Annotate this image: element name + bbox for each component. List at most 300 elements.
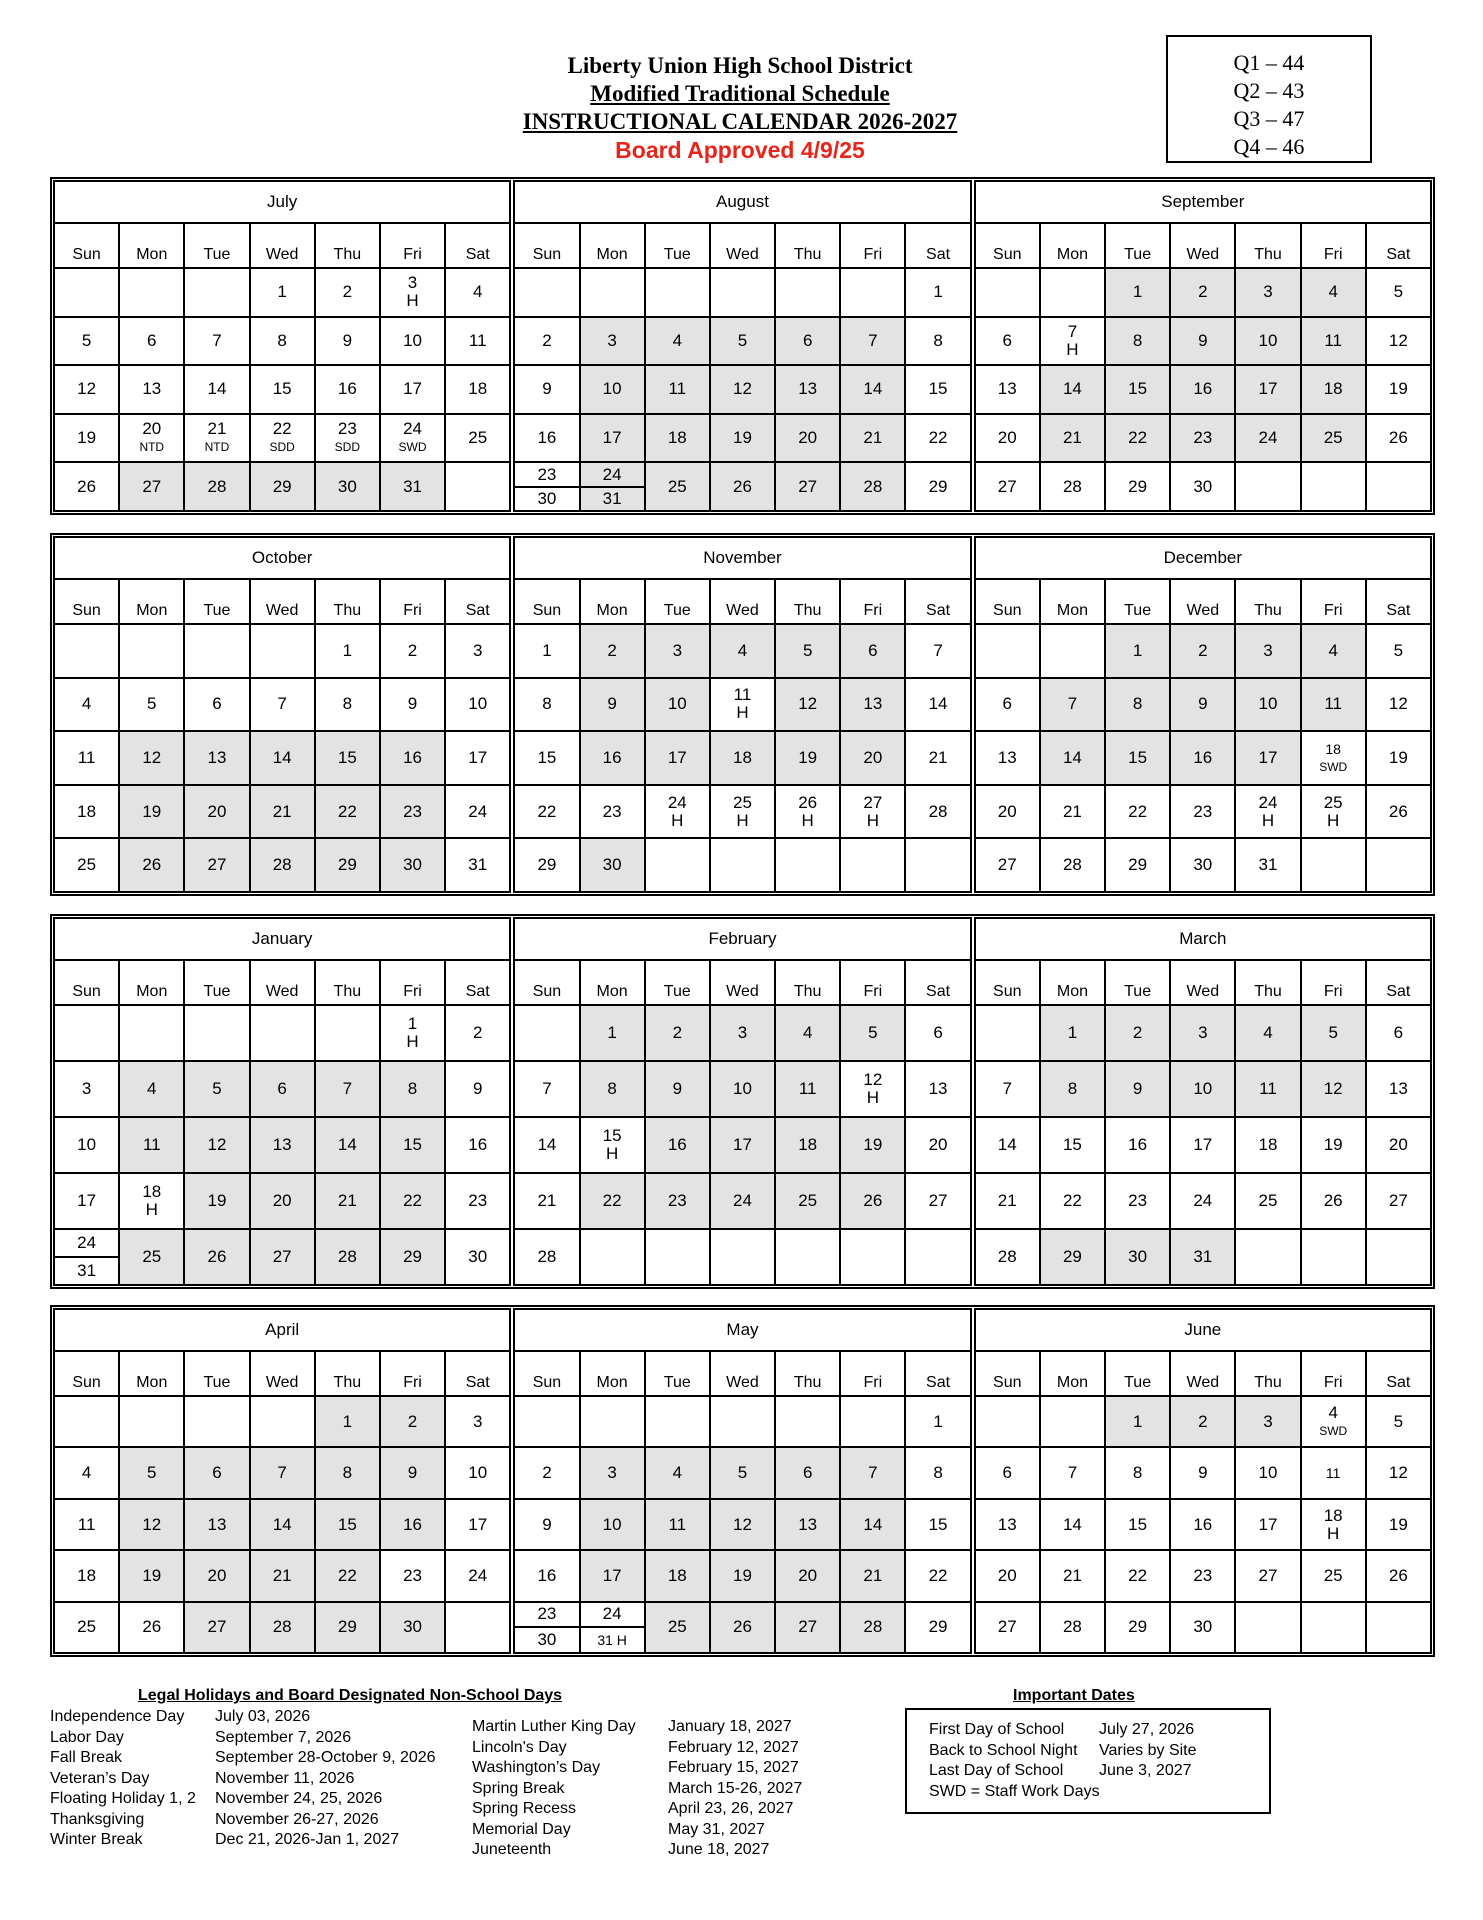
day-number: 28 <box>207 476 227 496</box>
day-number: 11 <box>733 685 752 705</box>
day-cell <box>906 1500 969 1549</box>
day-cell <box>1302 463 1367 510</box>
week-row <box>515 1118 969 1174</box>
week-row <box>55 786 509 840</box>
day-cell <box>1236 1551 1301 1600</box>
day-number: 19 <box>1323 1135 1343 1154</box>
weekday-label: Sat <box>926 246 951 263</box>
day-cell <box>906 1230 969 1284</box>
day-number: 26 <box>798 792 818 812</box>
day-number: 27 <box>1258 1565 1278 1585</box>
day-number: 11 <box>77 1514 96 1534</box>
week-row <box>976 463 1430 510</box>
weekday-label: Fri <box>841 224 906 267</box>
day-cell <box>841 1603 906 1652</box>
day-code: H <box>406 291 419 311</box>
day-cell <box>1106 1174 1171 1228</box>
day-cell <box>841 463 906 510</box>
day-number: 16 <box>1128 1135 1148 1154</box>
day-cell <box>1106 1500 1171 1549</box>
day-number: 28 <box>537 1247 557 1266</box>
day-cell <box>1041 679 1106 731</box>
day-cell <box>55 1174 120 1228</box>
day-number: 29 <box>403 1247 422 1266</box>
day-number: 1 <box>1067 1023 1078 1042</box>
day-cell <box>976 366 1041 413</box>
day-cell <box>446 1174 509 1228</box>
weekday-label: Mon <box>1041 1352 1106 1395</box>
weekday-label: Sat <box>926 983 951 1000</box>
day-cell <box>581 786 646 838</box>
day-number: 25 <box>77 855 97 875</box>
day-cell <box>251 463 316 510</box>
weekday-label: Mon <box>581 580 646 623</box>
day-cell <box>1302 415 1367 462</box>
day-number: 21 <box>863 1565 883 1585</box>
day-number: 21 <box>863 428 883 448</box>
holiday-date: February 12, 2027 <box>668 1738 799 1756</box>
day-cell <box>906 732 969 784</box>
day-number: 16 <box>468 1135 488 1154</box>
day-number: 27 <box>798 476 818 496</box>
day-number: 18 <box>1325 740 1341 757</box>
week-row <box>976 1006 1430 1062</box>
day-cell <box>776 415 841 462</box>
weekday-label: Tue <box>1106 961 1171 1004</box>
weekday-label: Sat <box>1386 246 1411 263</box>
day-number: 10 <box>1258 1463 1278 1483</box>
day-cell <box>976 269 1041 316</box>
weekday-label: Wed <box>251 961 316 1004</box>
day-number: 22 <box>1128 801 1148 821</box>
week-row <box>976 1603 1430 1652</box>
important-date-row <box>929 1720 1269 1741</box>
day-cell <box>776 679 841 731</box>
holiday-name: Martin Luther King Day <box>472 1718 636 1735</box>
day-number: 30 <box>337 476 357 496</box>
day-number: 29 <box>1128 855 1148 875</box>
weekday-label: Mon <box>581 1352 646 1395</box>
day-cell <box>976 415 1041 462</box>
day-cell <box>1106 1230 1171 1284</box>
week-row <box>55 1174 509 1230</box>
day-number: 22 <box>403 1191 422 1210</box>
day-number: 14 <box>928 694 948 714</box>
day-cell <box>906 1603 969 1652</box>
day-cell <box>1041 839 1106 891</box>
day-number: 23 <box>468 1191 488 1210</box>
week-row <box>515 786 969 840</box>
day-cell <box>841 366 906 413</box>
day-number: 29 <box>337 855 357 875</box>
day-cell <box>316 1062 381 1116</box>
day-number: 5 <box>737 1463 748 1483</box>
day-cell <box>1171 463 1236 510</box>
holiday-name: Memorial Day <box>472 1820 571 1838</box>
day-cell <box>515 1500 580 1549</box>
day-cell <box>316 1551 381 1600</box>
day-cell <box>55 1118 120 1172</box>
day-number: 27 <box>863 792 883 812</box>
holiday-date: April 23, 26, 2027 <box>668 1800 794 1817</box>
day-cell <box>1171 1551 1236 1600</box>
day-number: 18 <box>798 1135 818 1154</box>
holidays-list-left <box>50 1707 436 1851</box>
day-number: 31 <box>1193 1247 1213 1266</box>
day-cell <box>711 1174 776 1228</box>
day-cell <box>1171 366 1236 413</box>
day-cell <box>1106 839 1171 891</box>
day-cell <box>446 318 509 365</box>
day-cell <box>841 1500 906 1549</box>
day-number: 18 <box>1323 1505 1343 1525</box>
weekday-label: Sun <box>976 961 1041 1004</box>
day-cell <box>906 463 969 510</box>
day-cell <box>55 1500 120 1549</box>
week-row <box>55 1551 509 1602</box>
day-cell <box>841 1448 906 1497</box>
day-number: 8 <box>607 1079 617 1098</box>
day-cell <box>841 1397 906 1446</box>
day-cell <box>55 625 120 677</box>
day-number: 31 <box>1258 855 1278 875</box>
day-number: 11 <box>142 1135 161 1154</box>
week-row <box>55 1118 509 1174</box>
day-cell <box>316 1118 381 1172</box>
day-number: 30 <box>468 1247 488 1266</box>
day-cell <box>976 786 1041 838</box>
day-number: 16 <box>1193 1514 1213 1534</box>
day-number: 24 <box>1258 428 1278 448</box>
day-cell <box>316 1174 381 1228</box>
day-cell <box>515 366 580 413</box>
day-cell <box>581 463 646 510</box>
day-number: 27 <box>997 476 1017 496</box>
week-row <box>976 1397 1430 1448</box>
day-number: 22 <box>1062 1191 1082 1210</box>
day-number: 20 <box>997 801 1017 821</box>
day-cell <box>1302 1448 1367 1497</box>
day-cell <box>1041 732 1106 784</box>
day-cell <box>515 1062 580 1116</box>
day-cell <box>1367 318 1430 365</box>
day-number: 13 <box>207 747 227 767</box>
day-cell <box>251 1062 316 1116</box>
day-cell <box>646 786 711 838</box>
day-number: 14 <box>272 747 292 767</box>
weekday-label: Tue <box>1106 580 1171 623</box>
day-cell <box>515 463 580 510</box>
day-number: 1 <box>933 282 943 302</box>
day-cell <box>251 1118 316 1172</box>
day-cell <box>646 1006 711 1060</box>
day-number: 11 <box>1325 1465 1341 1482</box>
day-cell <box>581 1397 646 1446</box>
day-number: 23 <box>515 1603 578 1629</box>
day-number: 30 <box>602 855 622 875</box>
day-code: H <box>866 1088 879 1107</box>
weekday-label: Mon <box>1041 224 1106 267</box>
day-cell <box>1236 1500 1301 1549</box>
day-number: 5 <box>1393 640 1404 660</box>
day-cell <box>776 1230 841 1284</box>
day-number: 10 <box>667 694 687 714</box>
day-number: 28 <box>1062 1617 1082 1637</box>
day-cell <box>1302 679 1367 731</box>
day-number: 4 <box>737 640 748 660</box>
day-cell <box>1302 786 1367 838</box>
weekday-label: Sun <box>515 580 580 623</box>
day-number: 14 <box>207 379 227 399</box>
week-row <box>976 318 1430 367</box>
day-cell <box>646 839 711 891</box>
day-number: 12 <box>1388 694 1408 714</box>
day-cell <box>1041 318 1106 365</box>
weekday-label: Sun <box>515 961 580 1004</box>
day-cell <box>515 625 580 677</box>
day-number: 10 <box>77 1135 97 1154</box>
day-number: 28 <box>1062 476 1082 496</box>
day-number: 13 <box>997 747 1017 767</box>
weekday-label: Wed <box>1171 580 1236 623</box>
day-cell <box>1367 839 1430 891</box>
day-cell <box>581 269 646 316</box>
day-number: 3 <box>672 640 683 660</box>
day-cell <box>581 732 646 784</box>
holiday-name: Floating Holiday 1, 2 <box>50 1790 196 1807</box>
day-cell <box>711 318 776 365</box>
day-number: 26 <box>863 1191 883 1210</box>
day-number: 27 <box>997 855 1017 875</box>
day-cell <box>711 625 776 677</box>
day-number: 23 <box>1193 428 1213 448</box>
day-number: 14 <box>863 1514 883 1534</box>
day-cell <box>446 1006 509 1060</box>
weekday-header <box>515 580 969 625</box>
day-code: H <box>605 1144 619 1163</box>
day-number: 12 <box>1388 330 1408 350</box>
day-number: 6 <box>1393 1023 1404 1042</box>
week-row <box>55 269 509 318</box>
day-cell <box>185 625 250 677</box>
day-number: 5 <box>1393 282 1404 302</box>
day-cell <box>711 463 776 510</box>
holiday-row <box>50 1789 436 1810</box>
weekday-header <box>976 961 1430 1006</box>
day-number: 17 <box>1258 747 1278 767</box>
day-code: SDD <box>334 440 361 455</box>
day-cell <box>1041 415 1106 462</box>
week-row <box>515 1062 969 1118</box>
weekday-label: Mon <box>120 1352 185 1395</box>
week-row <box>55 839 509 891</box>
day-cell <box>1171 1062 1236 1116</box>
day-number: 2 <box>542 330 552 350</box>
day-number: 12 <box>207 1135 227 1154</box>
day-cell <box>185 1230 250 1284</box>
week-row <box>55 1500 509 1551</box>
day-cell <box>446 839 509 891</box>
day-cell <box>185 1006 250 1060</box>
day-cell <box>646 1062 711 1116</box>
day-number: 17 <box>403 379 422 399</box>
day-number: 3 <box>472 1411 483 1431</box>
day-cell <box>581 1448 646 1497</box>
day-number: 11 <box>468 330 487 350</box>
day-cell <box>1302 318 1367 365</box>
day-number: 1 <box>933 1411 943 1431</box>
weekday-header <box>976 580 1430 625</box>
day-cell <box>1302 1603 1367 1652</box>
day-cell <box>1041 1230 1106 1284</box>
weekday-label: Thu <box>1236 1352 1301 1395</box>
day-number: 30 <box>1128 1247 1148 1266</box>
day-cell <box>906 1118 969 1172</box>
weekday-header <box>515 961 969 1006</box>
holiday-row <box>50 1707 436 1728</box>
day-number: 18 <box>733 747 752 767</box>
day-cell <box>381 786 446 838</box>
schedule-name: Modified Traditional Schedule <box>590 81 890 106</box>
day-number: 2 <box>1198 640 1208 660</box>
weekday-label: Sun <box>976 224 1041 267</box>
day-number: 15 <box>337 747 357 767</box>
day-cell <box>1106 463 1171 510</box>
month-february <box>513 917 971 1286</box>
day-cell <box>515 1448 580 1497</box>
calendar-row <box>50 914 1435 1289</box>
weekday-label: Tue <box>646 224 711 267</box>
day-cell <box>381 463 446 510</box>
day-cell <box>646 1174 711 1228</box>
day-cell <box>646 415 711 462</box>
quarter-4: Q4 – 46 <box>1233 134 1305 159</box>
day-cell <box>906 786 969 838</box>
day-cell <box>446 463 509 510</box>
day-number: 12 <box>1323 1079 1343 1098</box>
day-number: 30 <box>1193 855 1213 875</box>
day-cell <box>381 1397 446 1446</box>
day-number: 8 <box>342 1463 353 1483</box>
day-cell <box>120 269 185 316</box>
weekday-label: Wed <box>1171 1352 1236 1395</box>
day-number: 4 <box>672 1463 683 1483</box>
day-cell <box>381 1448 446 1497</box>
day-cell <box>1236 269 1301 316</box>
day-cell <box>906 679 969 731</box>
day-cell <box>581 366 646 413</box>
day-number: 21 <box>207 419 227 439</box>
day-number: 7 <box>1067 1463 1078 1483</box>
day-cell <box>185 1603 250 1652</box>
weekday-label: Wed <box>711 580 776 623</box>
day-cell <box>381 732 446 784</box>
day-cell <box>1106 1397 1171 1446</box>
day-number: 27 <box>272 1247 292 1266</box>
weekday-label: Mon <box>581 961 646 1004</box>
day-cell <box>515 415 580 462</box>
day-cell <box>1236 318 1301 365</box>
day-cell <box>1302 732 1367 784</box>
day-cell <box>120 625 185 677</box>
day-cell <box>316 1397 381 1446</box>
day-cell <box>646 269 711 316</box>
weekday-label: Wed <box>1171 224 1236 267</box>
weekday-label: Thu <box>776 224 841 267</box>
day-number: 24 <box>581 463 644 487</box>
day-cell <box>185 786 250 838</box>
weekday-label: Sun <box>55 580 120 623</box>
day-number: 9 <box>607 694 617 714</box>
weekday-label: Fri <box>1302 580 1367 623</box>
day-cell <box>1171 625 1236 677</box>
day-number: 10 <box>602 379 622 399</box>
day-cell <box>711 1230 776 1284</box>
day-cell <box>1367 679 1430 731</box>
day-code: H <box>1327 1523 1340 1543</box>
day-number: 6 <box>802 330 813 350</box>
day-number: 30 <box>537 488 557 508</box>
day-cell <box>841 318 906 365</box>
day-cell <box>1367 1551 1430 1600</box>
day-number: 19 <box>142 1565 162 1585</box>
day-cell <box>1106 1006 1171 1060</box>
day-number: 27 <box>1388 1191 1408 1210</box>
day-number: 24 <box>403 419 422 439</box>
day-number: 10 <box>403 330 422 350</box>
week-row <box>55 625 509 679</box>
day-cell <box>120 1062 185 1116</box>
day-number: 5 <box>212 1079 222 1098</box>
day-number: 28 <box>1062 855 1082 875</box>
day-cell <box>55 1448 120 1497</box>
weekday-label: Wed <box>251 580 316 623</box>
day-cell <box>646 732 711 784</box>
day-number: 4 <box>472 282 483 302</box>
day-cell <box>1302 839 1367 891</box>
day-number: 11 <box>668 1514 687 1534</box>
day-number: 22 <box>272 419 292 439</box>
day-number: 17 <box>733 1135 752 1154</box>
day-cell <box>185 1062 250 1116</box>
day-number: 22 <box>928 1565 948 1585</box>
day-cell <box>776 1006 841 1060</box>
day-number: 21 <box>272 1565 292 1585</box>
weekday-header <box>55 1352 509 1397</box>
day-number: 23 <box>667 1191 687 1210</box>
day-cell <box>381 318 446 365</box>
day-number: 19 <box>798 747 818 767</box>
month-name: July <box>55 182 509 224</box>
day-number: 23 <box>602 801 622 821</box>
day-number: 19 <box>863 1135 883 1154</box>
day-number: 25 <box>1258 1191 1278 1210</box>
holiday-name: Fall Break <box>50 1749 123 1766</box>
day-cell <box>1236 1448 1301 1497</box>
day-number: 16 <box>667 1135 687 1154</box>
day-number: 13 <box>207 1514 227 1534</box>
day-cell <box>776 1448 841 1497</box>
day-cell <box>1367 732 1430 784</box>
day-number: 9 <box>1132 1079 1143 1098</box>
day-number: 19 <box>733 1565 752 1585</box>
week-row <box>515 732 969 786</box>
weekday-header <box>515 1352 969 1397</box>
day-cell <box>906 1062 969 1116</box>
holiday-date: March 15-26, 2027 <box>668 1779 803 1797</box>
day-number: 15 <box>1128 747 1148 767</box>
month-name: March <box>976 919 1430 961</box>
